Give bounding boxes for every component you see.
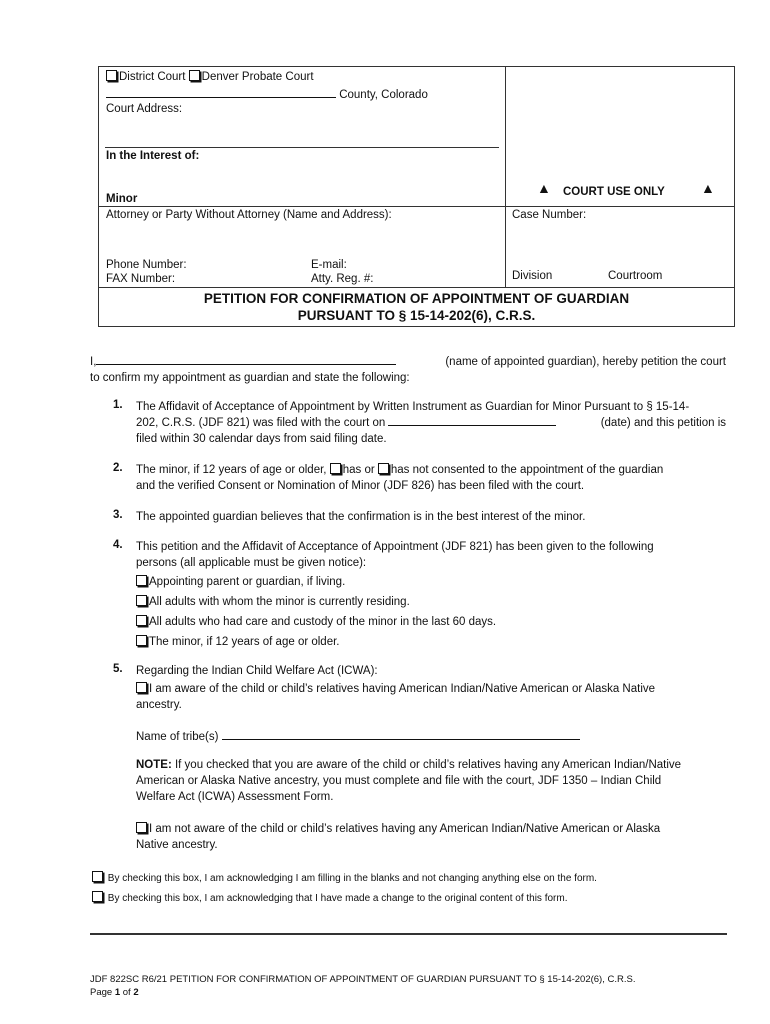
- ack-changed-label: By checking this box, I am acknowledging that I have made a change to the original content of this form.: [107, 893, 568, 904]
- interest-line: [105, 147, 499, 148]
- caption-divider: [505, 66, 506, 287]
- item-5-heading: Regarding the Indian Child Welfare Act (ICWA):: [136, 665, 378, 677]
- notice-minor-checkbox[interactable]: [136, 635, 147, 646]
- icwa-note: [136, 757, 726, 805]
- page-number: [90, 986, 635, 999]
- attorney-label: Attorney or Party Without Attorney (Name and Address):: [106, 209, 392, 221]
- minor-label: Minor: [106, 193, 138, 205]
- ack-1: [92, 871, 597, 884]
- intro: [90, 354, 726, 386]
- item-1-line-a: The Affidavit of Acceptance of Appointment by Written Instrument as Guardian for Minor Pursuant to § 15-14-: [136, 401, 690, 413]
- note-line-c: Welfare Act (ICWA) Assessment Form.: [136, 791, 334, 803]
- item-5-number: 5.: [113, 663, 123, 675]
- icwa-aware-checkbox[interactable]: [136, 682, 147, 693]
- footer-form-id: JDF 822SC R6/21 PETITION FOR CONFIRMATION OF APPOINTMENT OF GUARDIAN PURSUANT TO § 15-14-202(6), C.R.S.: [90, 974, 636, 985]
- item-1-line-b-pre: 202, C.R.S. (JDF 821) was filed with the court on: [136, 417, 386, 429]
- notice-custody-adults-checkbox[interactable]: [136, 615, 147, 626]
- has-label: has or: [342, 464, 375, 476]
- has-not-label: has not consented to the appointment of the guardian: [390, 464, 664, 476]
- item-2-number: 2.: [113, 462, 123, 474]
- item-1-line-c: filed within 30 calendar days from said filing date.: [136, 433, 387, 445]
- filing-date-field[interactable]: [388, 415, 556, 426]
- tribe-label: Name of tribe(s): [136, 731, 219, 743]
- icwa-not-aware-option: [136, 821, 726, 853]
- item-4-line-a: This petition and the Affidavit of Acceptance of Appointment (JDF 821) has been given to the following: [136, 541, 654, 553]
- notice-residing-adults-checkbox[interactable]: [136, 595, 147, 606]
- ack-no-change-checkbox[interactable]: [92, 871, 103, 882]
- court-address-label: Court Address:: [106, 103, 183, 115]
- icwa-not-aware-line-b: Native ancestry.: [136, 839, 218, 851]
- guardian-name-field[interactable]: [96, 354, 396, 365]
- probate-court-label: Denver Probate Court: [201, 71, 314, 83]
- notice-custody-adults-label: All adults who had care and custody of the minor in the last 60 days.: [149, 616, 497, 628]
- item-3-number: 3.: [113, 509, 123, 521]
- ack-no-change-label: By checking this box, I am acknowledging I am filling in the blanks and not changing anything else on the form.: [107, 873, 597, 884]
- item-2-line-a: The minor, if 12 years of age or older,: [136, 464, 327, 476]
- item-2: [136, 462, 726, 494]
- page-of: of: [120, 987, 134, 998]
- up-triangle-icon: ▲: [537, 180, 551, 196]
- note-label: NOTE:: [136, 759, 172, 771]
- courtroom-label: Courtroom: [608, 270, 663, 282]
- item-2-line-b: and the verified Consent or Nomination of Minor (JDF 826) has been filed with the court.: [136, 480, 585, 492]
- notice-parent-label: Appointing parent or guardian, if living.: [149, 576, 346, 588]
- item-4: [136, 539, 726, 571]
- ack-2: [92, 891, 568, 904]
- item-1-line-b-post: (date) and this petition is: [600, 417, 726, 429]
- footer: [90, 973, 635, 999]
- title-line-1: PETITION FOR CONFIRMATION OF APPOINTMENT OF GUARDIAN: [203, 291, 630, 306]
- icwa-aware-line-b: ancestry.: [136, 699, 182, 711]
- county-label: County, Colorado: [339, 89, 428, 101]
- page-total: 2: [133, 987, 139, 998]
- intro-suffix: (name of appointed guardian), hereby petition the court: [445, 356, 726, 368]
- county-row: [106, 87, 428, 101]
- item-1-number: 1.: [113, 399, 123, 411]
- district-court-label: District Court: [119, 71, 186, 83]
- has-not-consented-checkbox[interactable]: [378, 463, 389, 474]
- page-prefix: Page: [90, 987, 115, 998]
- footer-divider: [90, 933, 727, 935]
- item-4-number: 4.: [113, 539, 123, 551]
- item-1: [136, 399, 726, 447]
- case-number-label: Case Number:: [512, 209, 587, 221]
- atty-reg-label: Atty. Reg. #:: [311, 273, 374, 285]
- icwa-aware-line-a: I am aware of the child or child’s relatives having American Indian/Native American or Alaska Native: [149, 683, 656, 695]
- division-label: Division: [512, 270, 553, 282]
- note-line-b: American or Alaska Native ancestry, you must complete and file with the court, JDF 1350 – Indian Child: [136, 775, 662, 787]
- tribe-name-field[interactable]: [222, 729, 580, 740]
- caption-title-line: [98, 287, 735, 288]
- court-selection: [106, 70, 314, 83]
- notice-residing-adults-label: All adults with whom the minor is currently residing.: [149, 596, 410, 608]
- icwa-not-aware-line-a: I am not aware of the child or child’s relatives having any American Indian/Native American or Alaska: [149, 823, 661, 835]
- note-line-a: If you checked that you are aware of the child or child’s relatives having any American Indian/Native: [171, 759, 682, 771]
- intro-prefix: I,: [90, 356, 97, 368]
- notice-parent-checkbox[interactable]: [136, 575, 147, 586]
- notice-options: [136, 572, 496, 652]
- intro-line-2: to confirm my appointment as guardian and state the following:: [90, 372, 410, 384]
- email-label: E-mail:: [311, 259, 347, 271]
- title-line-2: PURSUANT TO § 15-14-202(6), C.R.S.: [297, 308, 536, 323]
- icwa-aware-option: [136, 681, 726, 713]
- notice-minor-label: The minor, if 12 years of age or older.: [149, 636, 340, 648]
- interest-label: In the Interest of:: [106, 150, 200, 162]
- page-title: [98, 290, 735, 324]
- icwa-not-aware-checkbox[interactable]: [136, 822, 147, 833]
- ack-changed-checkbox[interactable]: [92, 891, 103, 902]
- up-triangle-icon-right: ▲: [701, 180, 715, 196]
- caption-row-line: [98, 206, 735, 207]
- probate-court-checkbox[interactable]: [189, 70, 200, 81]
- phone-label: Phone Number:: [106, 259, 187, 271]
- district-court-checkbox[interactable]: [106, 70, 117, 81]
- item-3-text: The appointed guardian believes that the confirmation is in the best interest of the minor.: [136, 511, 586, 523]
- tribe-row: [136, 729, 580, 743]
- fax-label: FAX Number:: [106, 273, 176, 285]
- county-field[interactable]: [106, 87, 336, 98]
- court-use-only-label: COURT USE ONLY: [563, 186, 665, 198]
- item-4-line-b: persons (all applicable must be given notice):: [136, 557, 367, 569]
- has-consented-checkbox[interactable]: [330, 463, 341, 474]
- page-current: 1: [114, 987, 121, 998]
